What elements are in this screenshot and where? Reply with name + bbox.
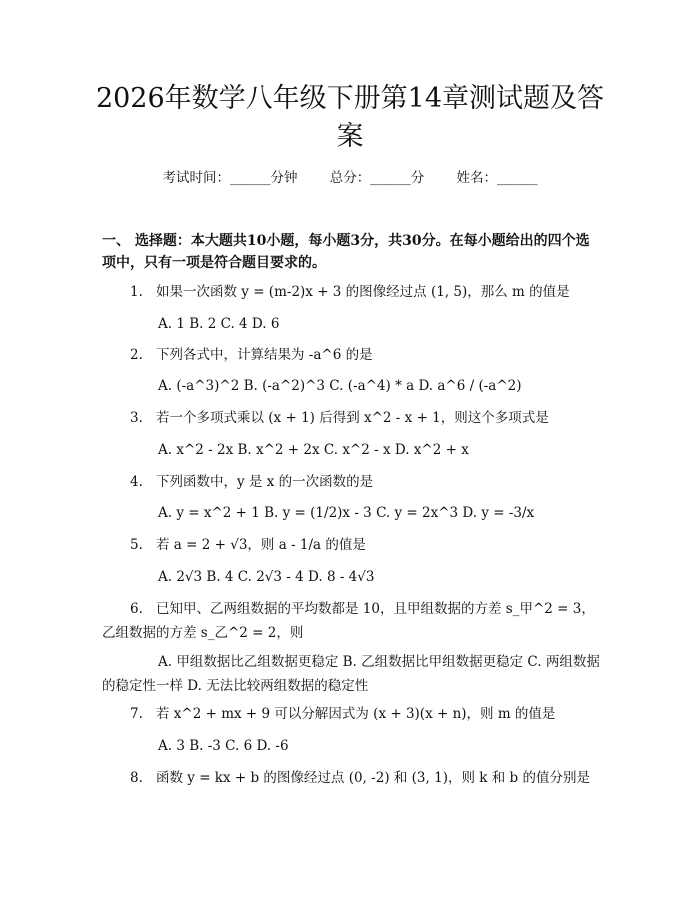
question-stem: 若 x^2 + mx + 9 可以分解因式为 (x + 3)(x + n)，则 m 的值是 xyxy=(156,706,556,722)
page-title: 2026年数学八年级下册第14章测试题及答案 xyxy=(95,83,605,152)
question-5 xyxy=(102,533,600,557)
question-stem: 下列函数中，y 是 x 的一次函数的是 xyxy=(156,474,374,490)
question-6 xyxy=(102,597,600,645)
question-stem: 若 a = 2 + √3，则 a - 1/a 的值是 xyxy=(156,537,366,553)
question-6-options: A. 甲组数据比乙组数据更稳定 B. 乙组数据比甲组数据更稳定 C. 两组数据的稳定性一样 D. 无法比较两组数据的稳定性 xyxy=(102,654,600,694)
question-3-options: A. x^2 - 2x B. x^2 + 2x C. x^2 - x D. x^2 + x xyxy=(158,442,469,458)
section-heading: 一、 选择题：本大题共10小题，每小题3分，共30分。在每小题给出的四个选项中，只有一项是符合题目要求的。 xyxy=(102,233,590,271)
question-7 xyxy=(102,702,600,726)
question-8 xyxy=(102,766,600,790)
question-1 xyxy=(102,280,600,304)
exam-time-field: 考试时间：______分钟 xyxy=(162,170,298,186)
question-2 xyxy=(102,343,600,367)
question-5-options: A. 2√3 B. 4 C. 2√3 - 4 D. 8 - 4√3 xyxy=(158,569,375,585)
question-number: 1. xyxy=(130,284,143,300)
question-2-options: A. (-a^3)^2 B. (-a^2)^3 C. (-a^4) * a D. a^6 / (-a^2) xyxy=(158,378,522,394)
question-3 xyxy=(102,406,600,430)
question-7-options: A. 3 B. -3 C. 6 D. -6 xyxy=(158,738,289,754)
exam-meta xyxy=(0,168,700,188)
question-number: 2. xyxy=(130,347,143,363)
question-stem: 若一个多项式乘以 (x + 1) 后得到 x^2 - x + 1，则这个多项式是 xyxy=(156,410,549,426)
total-score-field: 总分：______分 xyxy=(329,170,425,186)
question-number: 3. xyxy=(130,410,143,426)
question-number: 8. xyxy=(130,770,143,786)
question-number: 6. xyxy=(130,601,143,617)
question-number: 4. xyxy=(130,474,143,490)
question-stem: 函数 y = kx + b 的图像经过点 (0, -2) 和 (3, 1)，则 k 和 b 的值分别是 xyxy=(156,770,590,786)
question-4-options: A. y = x^2 + 1 B. y = (1/2)x - 3 C. y = 2x^3 D. y = -3/x xyxy=(158,505,535,521)
question-stem: 如果一次函数 y = (m-2)x + 3 的图像经过点 (1, 5)，那么 m 的值是 xyxy=(156,284,570,300)
question-number: 5. xyxy=(130,537,143,553)
question-number: 7. xyxy=(130,706,143,722)
question-4 xyxy=(102,470,600,494)
question-stem: 已知甲、乙两组数据的平均数都是 10，且甲组数据的方差 s_甲^2 = 3，乙组数据的方差 s_乙^2 = 2，则 xyxy=(102,601,595,641)
question-stem: 下列各式中，计算结果为 -a^6 的是 xyxy=(156,347,373,363)
question-1-options: A. 1 B. 2 C. 4 D. 6 xyxy=(158,316,280,332)
student-name-field: 姓名：______ xyxy=(456,170,538,186)
